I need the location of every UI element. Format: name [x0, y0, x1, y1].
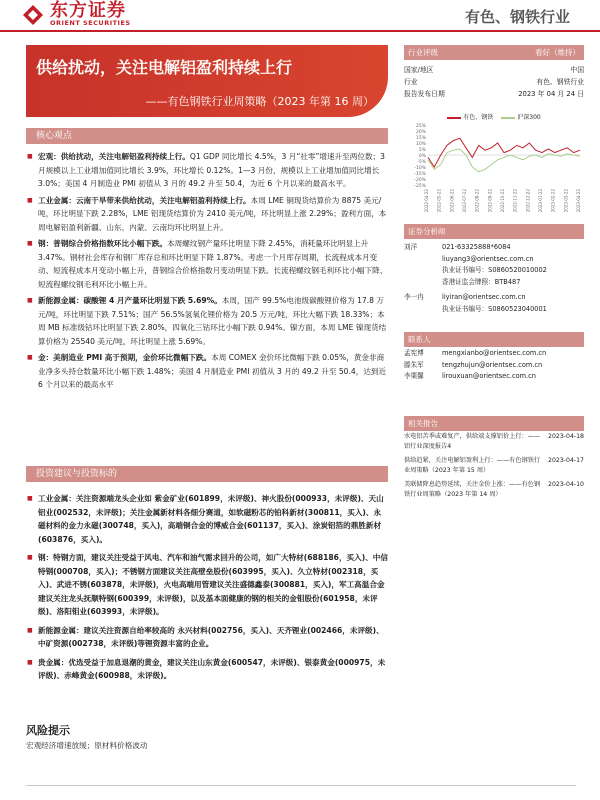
chart-legend: [404, 112, 584, 121]
risk-title: 风险提示: [26, 724, 70, 737]
analyst-name: 刘洋: [404, 243, 418, 251]
core-view-lead: 钢：普钢综合价格指数环比小幅下跌。: [38, 239, 168, 248]
related-date: 2023-04-17: [548, 457, 584, 464]
info-key: 报告发布日期: [404, 90, 445, 98]
analyst-details: [442, 292, 547, 315]
core-view-item: [38, 194, 388, 235]
core-views-header: 核心观点: [26, 128, 388, 144]
header-divider: [0, 30, 600, 32]
x-tick-label: 2022-09-22: [487, 189, 493, 213]
risk-text: 宏观经济增速放缓；原材料价格波动: [26, 741, 148, 750]
contact-entry: [404, 348, 584, 360]
contact-email[interactable]: lirouxuan@orientsec.com.cn: [442, 372, 536, 380]
info-row: [404, 88, 584, 98]
analyst-detail: liuyang3@orientsec.com.cn: [442, 254, 534, 263]
rating-value: 看好（维持）: [535, 48, 580, 57]
related-report[interactable]: [404, 456, 584, 476]
analyst-details: [442, 242, 547, 288]
legend-item-1: 有色、钢铁: [447, 112, 493, 121]
investment-item: ■ 工业金属：关注资源端龙头企业如 紫金矿业(601899，未评级)、神火股份(000933，未评级)、天山铝业(002532，未评级)；关注金属新材料各细分赛道，如软磁粉芯的铂科新材(300811，买入)、永磁材料的金力永磁(300748，买入)，高端铜合金的博威合金(601137，买入)、涂炭铝箔的鼎胜新材(603876，买入)。: [38, 492, 388, 546]
x-tick-label: 2022-04-22: [424, 189, 429, 213]
contacts-list: [404, 348, 584, 383]
info-key: 行业: [404, 78, 418, 86]
core-views-list: [26, 150, 388, 395]
y-tick-label: -20%: [414, 178, 426, 183]
brand-name-en: ORIENT SECURITIES: [50, 19, 131, 27]
core-view-text: 本周，国产 99.5%电池级碳酸锂价格为 17.8 万元/吨，环比明显下跌 7.51%；国产 56.5%氢氧化锂价格为 20.5 万元/吨，环比大幅下跌 18.33%；本周 MB 标准级钴环比明显下跌 2.80%，四氧化三钴环比小幅下跌 0.94%。镍方面，本周 LME 镍现货结算价格为 25540 美元/吨，环比明显上涨 5.69%。: [38, 296, 387, 346]
contact-email[interactable]: tengzhujun@orientsec.com.cn: [442, 360, 543, 369]
core-view-item: [38, 351, 388, 392]
related-title: 水电铝苦季或难复产，供给端支撑铝价上行：——铝行业深度报告4: [404, 433, 541, 450]
info-row: [404, 76, 584, 86]
investment-list: [26, 492, 388, 688]
x-tick-label: 2022-05-22: [436, 189, 442, 213]
y-tick-label: -5%: [417, 160, 426, 165]
brand-mark-icon: [22, 4, 44, 26]
y-tick-label: 0%: [418, 154, 426, 159]
y-tick-label: 25%: [415, 124, 426, 129]
title-banner: [26, 45, 388, 117]
x-tick-label: 2022-08-22: [474, 189, 480, 213]
contact-name: 滕朱军: [404, 360, 424, 369]
x-tick-label: 2022-06-22: [449, 189, 455, 213]
analyst-detail: 021-63325888*6084: [442, 243, 511, 251]
related-list: [404, 432, 584, 504]
core-view-item: [38, 150, 388, 191]
x-tick-label: 2022-11-22: [512, 189, 518, 213]
core-view-text: 本周螺纹钢产量环比明显下降 2.45%，消耗量环比明显上升 3.47%。钢材社会库存和钢厂库存总和环比明显下降 1.87%。考虑一个月库存周期，长流程成本月变动、短流程成本月变动小幅上升，普钢综合价格指数月变动明显下跌。长流程螺纹钢毛利环比小幅下降、短流程螺纹钢毛利环比小幅上升。: [38, 239, 388, 289]
analyst-entry: [404, 292, 584, 315]
y-tick-label: 10%: [415, 142, 426, 147]
contact-name: 孟宪博: [404, 349, 424, 357]
investment-item: ■ 钢：特钢方面，建议关注受益于风电、汽车和油气需求回升的公司，如广大特材(688186，买入)、中信特钢(000708，买入)；不锈钢方面建议关注高壁垒股份(603995，买入)、久立特材(002318，买入)、武进不锈(603878，未评级)，火电高端用管建议关注盛德鑫泰(300881，买入)，军工高温合金建议关注龙头抚顺特钢(600399，未评级)，以及基本面健康的钢的相关的金钼股份(601958，未评级)、洛阳钼业(603993，未评级)。: [38, 551, 388, 619]
y-tick-label: -25%: [414, 184, 426, 189]
y-tick-label: 15%: [415, 136, 426, 141]
investment-header: 投资建议与投资标的: [26, 466, 388, 482]
legend-item-2: 沪深300: [501, 112, 540, 121]
core-view-lead: 金：美制造业 PMI 高于预期，金价环比微幅下跌。: [38, 353, 212, 362]
contact-email[interactable]: mengxianbo@orientsec.com.cn: [442, 349, 547, 357]
info-row: [404, 64, 584, 74]
y-tick-label: -10%: [414, 166, 426, 171]
core-view-lead: 新能源金属：碳酸锂 4 月产量环比明显下跌 5.69%。: [38, 296, 222, 305]
related-title: 美联储降息趋势延续，关注金价上涨：——有色钢铁行业周策略（2023 年第 14 周）: [404, 481, 541, 498]
y-tick-label: 20%: [415, 130, 426, 135]
core-view-text: 本周 COMEX 金价环比微幅下跌 0.05%，黄金非商业净多头持仓数量环比小幅下跌 1.48%；美国 4 月制造业 PMI 初值从 3 月的 49.2 升至 50.4，达到近 6 个月以来的最高水平: [38, 353, 387, 389]
analysts-header: 证券分析师: [404, 224, 584, 239]
rating-label: 行业评级: [408, 48, 438, 57]
footer-divider: [26, 785, 576, 786]
x-tick-label: 2023-04-22: [576, 189, 581, 213]
related-date: 2023-04-18: [548, 433, 584, 440]
analyst-entry: [404, 242, 584, 288]
brand-logo: [22, 0, 131, 30]
analysts-list: [404, 242, 584, 319]
brand-name: 东方证券: [50, 0, 126, 21]
contact-entry: [404, 371, 584, 383]
series-line-1: [428, 138, 580, 167]
investment-item: ■ 贵金属：优选受益于加息退潮的黄金，建议关注山东黄金(600547，未评级)、银泰黄金(000975，未评级)、赤峰黄金(600988，未评级)。: [38, 656, 388, 683]
industry-label: 有色、钢铁行业: [464, 8, 570, 26]
related-report[interactable]: [404, 480, 584, 500]
y-tick-label: -15%: [414, 172, 426, 177]
related-title: 供给趋紧，关注电解铝盈利上行：——有色钢铁行业周策略（2023 年第 15 周）: [404, 457, 541, 474]
analyst-detail: 执业证书编号：S0860523040001: [442, 304, 547, 313]
analyst-name: 李一冉: [404, 293, 424, 301]
contacts-header: 联系人: [404, 332, 584, 347]
x-tick-label: 2023-02-22: [550, 189, 556, 213]
related-date: 2023-04-10: [548, 481, 584, 488]
investment-item: ■ 新能源金属：建议关注资源自给率较高的 永兴材料(002756，买入)、天齐锂业(002466，未评级)、中矿资源(002738，未评级)等锂资源丰富的企业。: [38, 624, 388, 651]
info-key: 国家/地区: [404, 66, 434, 74]
core-view-text: 本周 LME 铜现货结算价为 8875 美元/吨，环比明显下跌 2.28%，LME 铝现货结算价为 2410 美元/吨，环比明显上涨 2.29%；盈利方面，本周电解铝盈利新疆、山东、内蒙、云南均环比明显上升。: [38, 195, 387, 232]
y-tick-label: 5%: [418, 148, 426, 153]
x-tick-label: 2023-03-22: [563, 189, 569, 213]
info-value: 有色、钢铁行业: [536, 78, 584, 86]
related-header: 相关报告: [404, 416, 584, 431]
core-view-item: [38, 237, 388, 291]
report-title: 供给扰动，关注电解铝盈利持续上行: [36, 58, 293, 77]
chart-plot: [404, 121, 584, 221]
core-view-item: [38, 294, 388, 348]
related-report[interactable]: [404, 432, 584, 452]
analyst-detail: 执业证书编号：S0860520010002: [442, 266, 547, 274]
contact-name: 李栗馨: [404, 372, 424, 380]
analyst-detail: 香港证监会牌照：BTB487: [442, 277, 521, 286]
x-tick-label: 2023-01-22: [538, 189, 543, 213]
info-value: 中国: [570, 66, 584, 74]
x-tick-label: 2022-12-22: [525, 189, 531, 213]
core-view-lead: 宏观：供给扰动，关注电解铝盈利持续上行。: [38, 152, 190, 161]
rating-header: [404, 45, 584, 60]
core-view-text: Q1 GDP 同比增长 4.5%，3 月“社零”增速升至两位数；3 月规模以上工业增加值同比增长 3.9%，环比增长 0.12%。1—3 月份，规模以上工业增加值同比增长 3.0%；美国 4 月制造业 PMI 初值从 3 月的 49.2 升至 50.4，为近 6 个月以来的最高水平。: [38, 152, 385, 188]
core-view-lead: 工业金属：云南干旱带来供给扰动，关注电解铝盈利持续上行。: [38, 195, 251, 205]
x-tick-label: 2022-07-22: [462, 189, 467, 213]
contact-entry: [404, 360, 584, 372]
analyst-detail: liyiran@orientsec.com.cn: [442, 293, 526, 301]
info-value: 2023 年 04 月 24 日: [518, 90, 584, 98]
x-tick-label: 2022-10-22: [500, 189, 505, 213]
report-subtitle: ——有色钢铁行业周策略（2023 年第 16 周）: [145, 95, 374, 108]
price-chart: [404, 112, 584, 225]
